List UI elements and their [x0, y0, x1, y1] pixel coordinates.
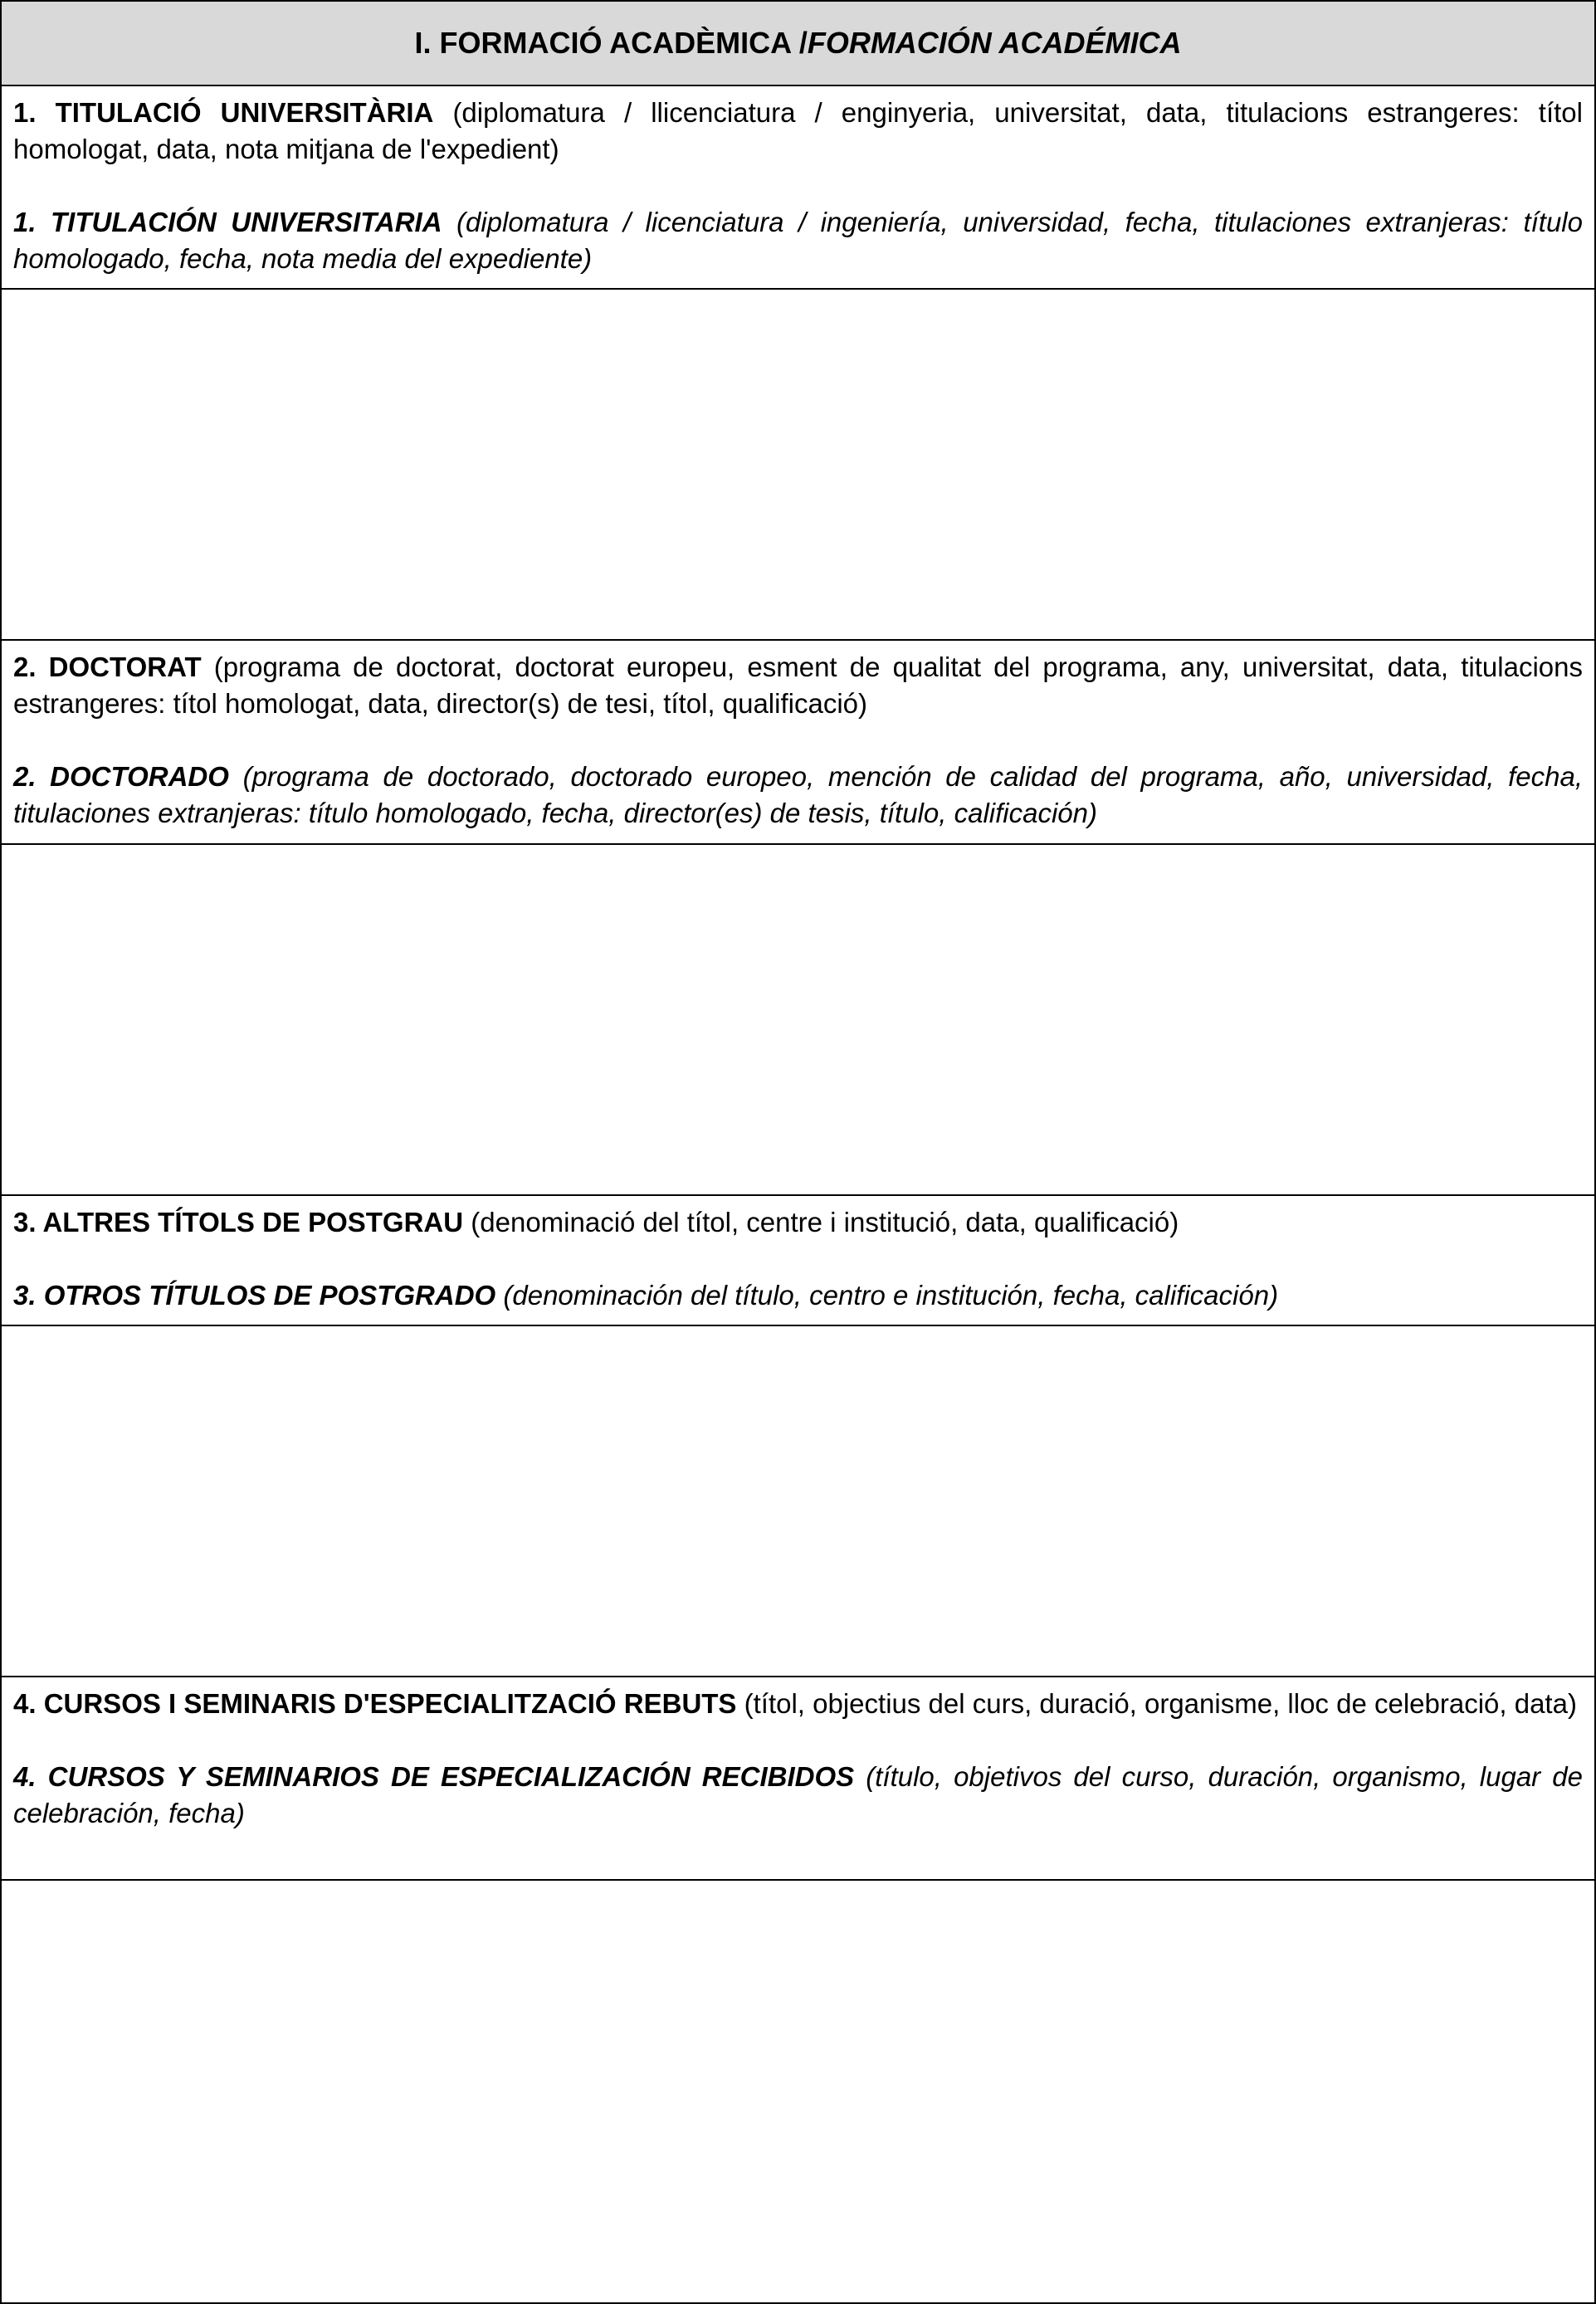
section-label-spanish [13, 759, 1583, 832]
section-description: (diplomatura / licenciatura / ingeniería, universidad, fecha, titulaciones extranjeras: título homologado, fecha, nota media del expediente) [13, 207, 1583, 274]
form-title-catalan: I. FORMACIÓ ACADÈMICA / [414, 26, 808, 60]
section-heading: 4. CURSOS I SEMINARIS D'ESPECIALITZACIÓ REBUTS [13, 1688, 737, 1719]
section-label-catalan [13, 649, 1583, 722]
section-heading: 1. TITULACIÓ UNIVERSITÀRIA [13, 97, 434, 128]
section-description: (denominación del título, centro e institución, fecha, calificación) [495, 1280, 1279, 1311]
section-label-catalan [13, 1204, 1583, 1241]
section-description: (títol, objectius del curs, duració, organisme, lloc de celebració, data) [736, 1688, 1577, 1719]
section-description: (programa de doctorat, doctorat europeu, esment de qualitat del programa, any, universitat, data, titulacions estrangeres: títol homologat, data, director(s) de tesi, títol, qualificació) [13, 652, 1583, 719]
doctorate-entry-area[interactable] [2, 845, 1594, 1196]
postgraduate-entry-area[interactable] [2, 1326, 1594, 1677]
section-heading: 2. DOCTORADO [13, 761, 229, 792]
specialization-courses-entry-area[interactable] [2, 1881, 1594, 2302]
section-label-catalan [13, 95, 1583, 168]
section-university-degree-label [2, 86, 1594, 290]
section-heading: 2. DOCTORAT [13, 652, 202, 682]
section-specialization-courses-label [2, 1677, 1594, 1881]
university-degree-entry-area[interactable] [2, 290, 1594, 641]
section-description: (programa de doctorado, doctorado europeo, mención de calidad del programa, año, universidad, fecha, titulaciones extranjeras: título homologado, fecha, director(es) de tesis, título, calificación) [13, 761, 1583, 828]
section-description: (título, objetivos del curso, duración, organismo, lugar de celebración, fecha) [13, 1761, 1583, 1828]
section-description: (diplomatura / llicenciatura / enginyeria, universitat, data, titulacions estrangeres: títol homologat, data, nota mitjana de l'expedient) [13, 97, 1583, 164]
section-description: (denominació del títol, centre i institució, data, qualificació) [463, 1207, 1179, 1237]
section-label-spanish [13, 204, 1583, 277]
section-heading: 3. ALTRES TÍTOLS DE POSTGRAU [13, 1207, 464, 1237]
form-title-spanish: FORMACIÓN ACADÉMICA [807, 26, 1182, 60]
form-title [2, 2, 1594, 86]
section-label-spanish [13, 1277, 1583, 1314]
section-doctorate-label [2, 641, 1594, 845]
section-heading: 4. CURSOS Y SEMINARIOS DE ESPECIALIZACIÓN RECIBIDOS [13, 1761, 855, 1792]
section-heading: 3. OTROS TÍTULOS DE POSTGRADO [13, 1280, 496, 1311]
section-heading: 1. TITULACIÓN UNIVERSITARIA [13, 207, 442, 237]
section-postgraduate-label [2, 1196, 1594, 1326]
section-label-catalan [13, 1686, 1583, 1722]
section-label-spanish [13, 1759, 1583, 1832]
